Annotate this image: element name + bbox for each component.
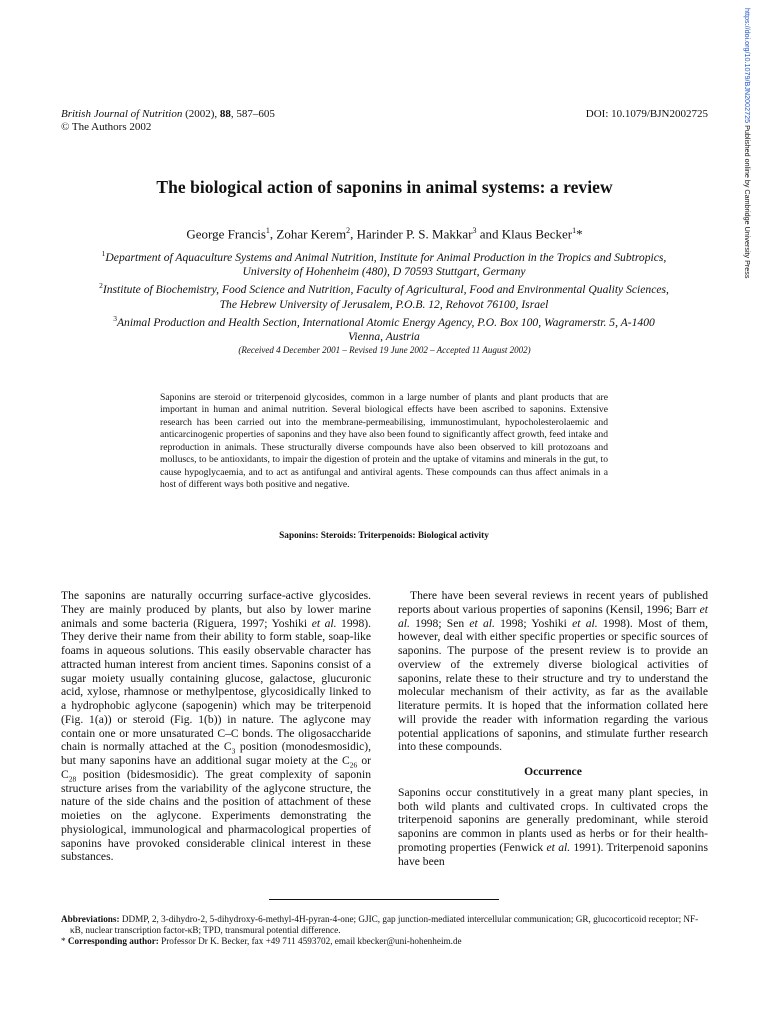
header-doi: DOI: 10.1079/BJN2002725 [585, 108, 708, 120]
affiliations [58, 247, 710, 344]
section-heading-occurrence: Occurrence [524, 765, 582, 778]
author-affil-mark: 1 [572, 226, 577, 235]
abbreviations-footnote: Abbreviations: DDMP, 2, 3-dihydro-2, 5-dihydroxy-6-methyl-4H-pyran-4-one; GJIC, gap junction-mediated intercellular communication; GR, glucocorticoid receptor; NF-κB, nuclear transcription factor-κB; TPD, transmural potential difference. [61, 914, 699, 936]
footnotes [61, 914, 711, 948]
keywords: Saponins: Steroids: Triterpenoids: Biological activity [279, 531, 489, 541]
author-affil-mark: 1 [265, 226, 270, 235]
side-published-note: Published online by Cambridge University Press [743, 123, 752, 279]
journal-year: (2002), [185, 108, 218, 120]
author-name: , Harinder P. S. Makkar [350, 226, 473, 242]
corresponding-author-footnote: * Corresponding author: Professor Dr K. Becker, fax +49 711 4593702, email kbecker@uni-hohenheim.de [61, 936, 462, 947]
body-column-right [398, 589, 708, 868]
reviews-paragraph: There have been several reviews in recent years of published reports about various properties of saponins (Kensil, 1996; Barr et al. 1998; Sen et al. 1998; Yoshiki et al. 1998). Most of them, however, deal with either specific properties or specific sources of saponins. The purpose of the present review is to provide an overview of the extremely diverse biological activities of saponins, relate these to their structure and try to understand the molecular mechanism of their activity, as far as the available literature permits. It is hoped that the information collated here will provide the reader with information regarding the various potential applications of saponins, and stimulate further research into these compounds. [398, 589, 709, 754]
author-name: George Francis [186, 226, 266, 242]
journal-pages: , 587–605 [230, 108, 275, 120]
intro-paragraph: The saponins are naturally occurring surface-active glycosides. They are mainly produced by plants, but also by lower marine animals and some bacteria (Riguera, 1997; Yoshiki et al. 1998). They derive their name from their ability to form stable, soap-like foams in aqueous solutions. This easily observable character has attracted human interest from ancient times. Saponins consist of a sugar moiety usually containing glucose, galactose, glucuronic acid, xylose, rhamnose or methylpentose, glycosidically linked to a hydrophobic aglycone (sapogenin) which may be triterpenoid (Fig. 1(a)) or steroid (Fig. 1(b)) in nature. The aglycone may contain one or more unsaturated C–C bonds. The oligosaccharide chain is normally attached at the $C_3$ position (monodesmosidic), but many saponins have an additional sugar moiety at the $C_{26}$ or $C_{28}$ position (bidesmosidic). The great complexity of saponin structure arises from the variability of the aglycone structure, the nature of the side chains and the position of attachment of these moieties on the aglycone. Experiments demonstrating the physiological, immunological and pharmacological properties of saponins have provoked considerable clinical interest in these substances. [61, 589, 371, 864]
author-list [61, 226, 708, 242]
affiliation-3: $^3$Animal Production and Health Section, International Atomic Energy Agency, P.O. Box 100, Wagramerstr. 5, A-1400 Vienna, Austria [113, 313, 655, 344]
received-dates: (Received 4 December 2001 – Revised 19 June 2002 – Accepted 11 August 2002) [238, 345, 531, 355]
journal-volume: 88 [219, 108, 231, 120]
author-name: and Klaus Becker [476, 226, 573, 242]
side-doi-strip [740, 8, 764, 308]
abstract: Saponins are steroid or triterpenoid glycosides, common in a large number of plants and plant products that are important in human and animal nutrition. Several biological effects have been ascribed to saponins. Extensive research has been carried out into the membrane-permeabilising, immunostimulant, hypocholesterolaemic and anticarcinogenic properties of saponins and they have also been found to significantly affect growth, feed intake and reproduction in animals. These structurally diverse compounds have also been observed to kill protozoans and molluscs, to be antioxidants, to impair the digestion of protein and the uptake of vitamins and minerals in the gut, to cause hypoglycaemia, and to act as antifungal and antiviral agents. These compounds can thus affect animals in a host of different ways both positive and negative. [160, 392, 608, 491]
affiliation-2: $^2$Institute of Biochemistry, Food Science and Nutrition, Faculty of Agricultural, Food and Environmental Quality Sciences, The Hebrew University of Jerusalem, P.O.B. 12, Rehovot 76100, Israel [99, 281, 669, 311]
article-title: The biological action of saponins in animal systems: a review [156, 177, 613, 197]
journal-name: British Journal of Nutrition [61, 108, 183, 120]
author-affil-mark: 2 [346, 226, 351, 235]
occurrence-paragraph: Saponins occur constitutively in a great many plant species, in both wild plants and cultivated crops. In cultivated crops the triterpenoid saponins are generally predominant, while steroid saponins are common in plants used as herbs or for their health-promoting properties (Fenwick et al. 1991). Triterpenoid saponins have been [398, 785, 708, 868]
copyright-line: © The Authors 2002 [61, 121, 152, 133]
side-doi-link[interactable]: https://doi.org/10.1079/BJN2002725 [743, 8, 752, 124]
corresponding-star: * [576, 226, 583, 242]
journal-header [61, 108, 708, 134]
footnote-divider [269, 899, 499, 900]
author-affil-mark: 3 [472, 226, 477, 235]
body-column-left [61, 589, 371, 864]
affiliation-1: $^1$Department of Aquaculture Systems and Animal Nutrition, Institute for Animal Production in the Tropics and Subtropics, University of Hohenheim (480), D 70593 Stuttgart, Germany [101, 249, 667, 279]
author-name: , Zohar Kerem [269, 226, 347, 242]
